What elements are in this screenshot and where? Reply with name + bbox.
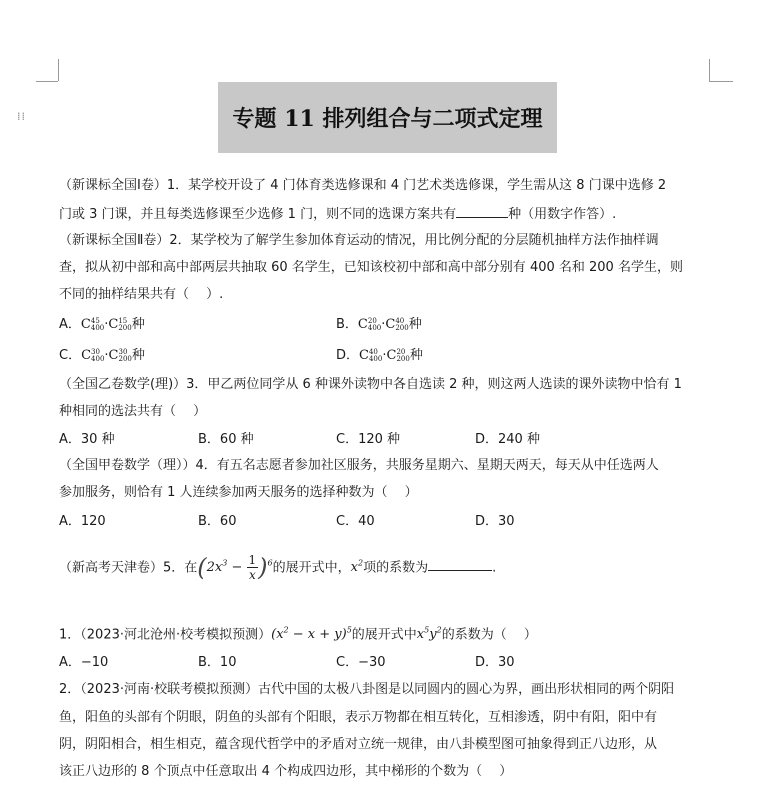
- p2-line2: 鱼，阳鱼的头部有个阴眼，阴鱼的头部有个阳眼，表示万物都在相互转化，互相渗透，阴中有阳，阳中有: [59, 710, 658, 725]
- q1-answer-blank: [456, 204, 508, 218]
- q4-option-b[interactable]: B．60: [198, 514, 237, 529]
- q3-option-a[interactable]: A．30 种: [59, 432, 115, 447]
- q1-line2-tail: 种（用数字作答）.: [508, 207, 617, 222]
- q2-option-c[interactable]: C．C 30 400 ·C 30 200 种: [59, 347, 145, 363]
- drag-handle-icon[interactable]: ⁞⁞: [17, 110, 26, 123]
- q4-line2: 参加服务，则恰有 1 人连续参加两天服务的选择种数为（ ）: [59, 485, 418, 500]
- page-title: 专题 11 排列组合与二项式定理: [232, 106, 543, 132]
- page-corner-mark-left-h: [36, 81, 58, 82]
- p1-option-a[interactable]: A．−10: [59, 655, 109, 670]
- q4-option-d[interactable]: D．30: [475, 514, 515, 529]
- q4-option-a[interactable]: A．120: [59, 514, 106, 529]
- q1-line2-text: 门或 3 门课，并且每类选修课至少选修 1 门，则不同的选课方案共有: [59, 207, 457, 222]
- q4-line1: （全国甲卷数学（理））4．有五名志愿者参加社区服务，共服务星期六、星期天两天，每天从中任选两人: [59, 458, 659, 473]
- page-corner-mark-right: [709, 59, 710, 81]
- q2-option-b[interactable]: B．C 20 400 ·C 40 200 种: [336, 316, 422, 332]
- q2-line1: （新课标全国Ⅱ卷）2．某学校为了解学生参加体育运动的情况，用比例分配的分层随机抽样方法作抽样调: [59, 233, 659, 248]
- q2-option-d[interactable]: D．C 40 400 ·C 20 200 种: [336, 347, 423, 363]
- q2-option-a[interactable]: A．C 45 400 ·C 15 200 种: [59, 316, 145, 332]
- q2-line3: 不同的抽样结果共有（ ）.: [59, 287, 224, 302]
- q3-option-d[interactable]: D．240 种: [475, 432, 540, 447]
- p1-expression: $(x^2 - x + y)^5$: [271, 626, 352, 643]
- q3-option-b[interactable]: B．60 种: [198, 432, 254, 447]
- q3-line1: （全国乙卷数学(理)）3．甲乙两位同学从 6 种课外读物中各自选读 2 种，则这两人选读的课外读物中恰有 1: [59, 377, 682, 392]
- q1-line2: [59, 204, 616, 224]
- p2-line4: 该正八边形的 8 个顶点中任意取出 4 个构成四边形，其中梯形的个数为（ ）: [59, 764, 513, 779]
- q1-line1: （新课标全国Ⅰ卷）1．某学校开设了 4 门体育类选修课和 4 门艺术类选修课，学生需从这 8 门课中选修 2: [59, 178, 667, 193]
- q3-line2: 种相同的选法共有（ ）: [59, 404, 207, 419]
- p2-line1: 2．（2023·河南·校联考模拟预测）古代中国的太极八卦图是以同圆内的圆心为界，画出形状相同的两个阴阳: [59, 682, 675, 697]
- q5-expression: ($2x^3$ − $\frac{1}{x}$ )$^6$: [197, 553, 273, 583]
- title-box: [218, 82, 557, 153]
- q5-answer-blank: [428, 557, 492, 571]
- q4-option-c[interactable]: C．40: [336, 514, 375, 529]
- page-corner-mark-left: [58, 59, 59, 81]
- p1-line: 1．（2023·河北沧州·校考模拟预测）$(x^2 - x + y)^5$的展开式中$x^5y^2$的系数为（ ）: [59, 626, 537, 643]
- p1-option-d[interactable]: D．30: [475, 655, 515, 670]
- p1-option-c[interactable]: C．−30: [336, 655, 386, 670]
- q5-line: （新高考天津卷）5．在($2x^3$ − $\frac{1}{x}$ )$^6$的展开式中，$x^2$项的系数为 .: [59, 553, 497, 583]
- page-corner-mark-right-h: [709, 81, 733, 82]
- q3-option-c[interactable]: C．120 种: [336, 432, 401, 447]
- p1-option-b[interactable]: B．10: [198, 655, 237, 670]
- q2-line2: 查，拟从初中部和高中部两层共抽取 60 名学生，已知该校初中部和高中部分别有 400 名和 200 名学生，则: [59, 260, 683, 275]
- p2-line3: 阴，阴阳相合，相生相克，蕴含现代哲学中的矛盾对立统一规律，由八卦模型图可抽象得到正八边形，从: [59, 737, 658, 752]
